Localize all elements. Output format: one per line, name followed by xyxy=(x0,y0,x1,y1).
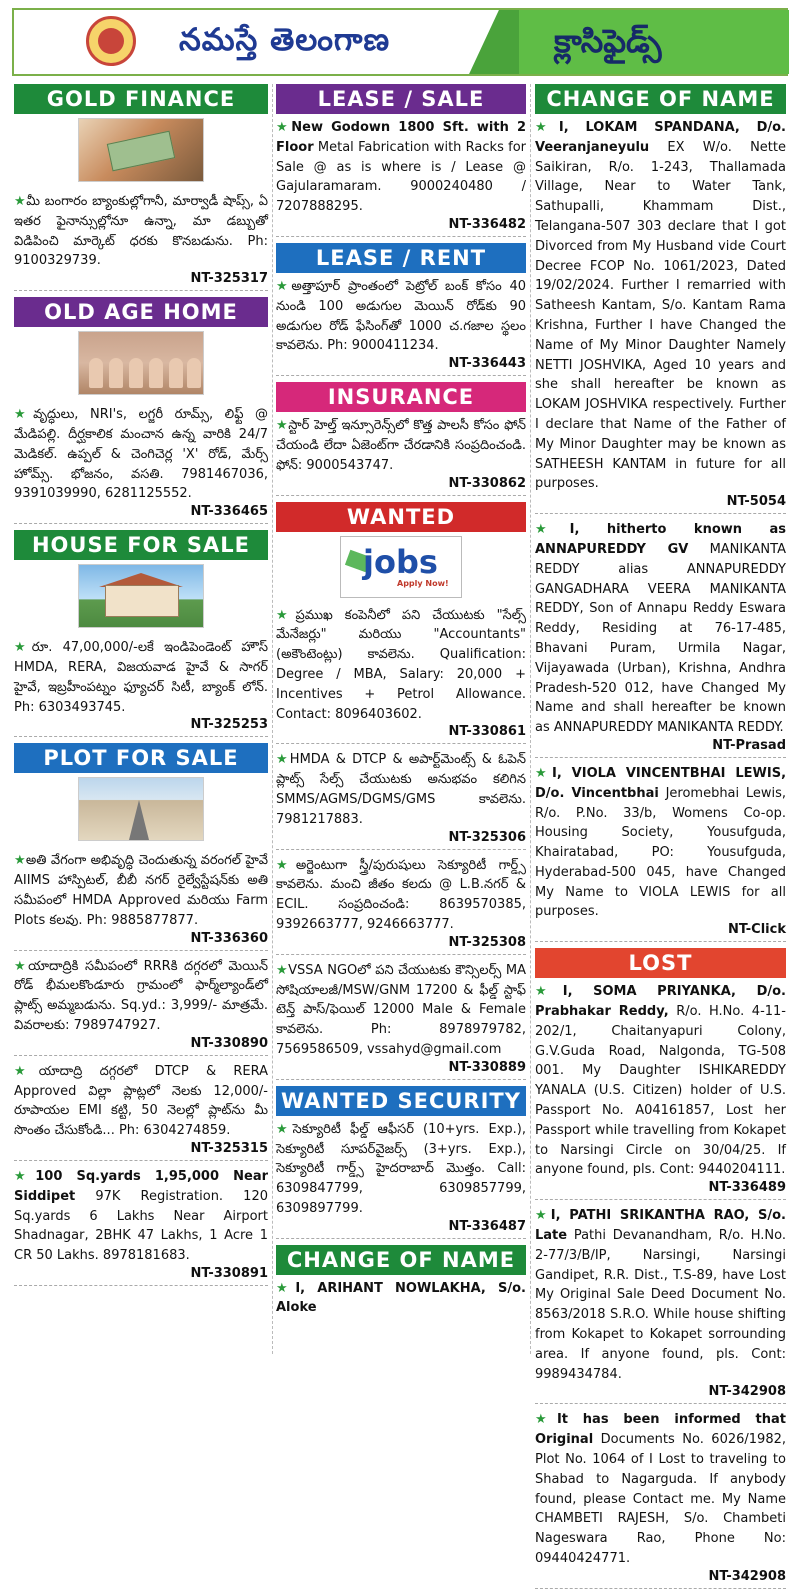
ad-separator xyxy=(14,1285,268,1286)
ad-separator xyxy=(276,495,526,496)
classified-ad xyxy=(535,764,786,922)
house-photo xyxy=(78,564,204,628)
ad-reference-code: NT-Prasad xyxy=(712,737,786,753)
ad-body-text: MANIKANTA REDDY alias ANNAPUREDDY GANGADHARA VEERA MANIKANTA REDDY, Son of Annapu Reddy Eswara Reddy, Residing at 76-17-485, Bhavani Puram, Urmila Nagar, Vijayawada (Urban), Krishna, Andhra Pradesh-520 012, have Changed My Name and shall hereafter be known as ANNAPUREDDY MANIKANTA REDDY. xyxy=(535,541,786,736)
ad-lead-text: I, PATHI SRIKANTHA RAO, S/o. Late xyxy=(535,1208,786,1244)
bullet-star-icon: ★ xyxy=(276,120,292,135)
ad-separator xyxy=(14,736,268,737)
ad-reference-code: NT-325317 xyxy=(190,271,268,287)
ad-lead-text: I, VIOLA VINCENTBHAI LEWIS, D/o. Vincentbhai xyxy=(535,765,787,801)
classified-ad xyxy=(276,277,526,356)
classified-ad xyxy=(276,961,526,1060)
section-heading-insurance: INSURANCE xyxy=(276,382,526,412)
ad-lead-text: I, hitherto known as ANNAPUREDDY GV xyxy=(535,522,787,557)
column-2 xyxy=(276,84,526,1354)
classified-ad xyxy=(276,1120,526,1219)
classified-ad xyxy=(276,1279,526,1319)
ad-separator xyxy=(276,236,526,237)
bullet-star-icon: ★ xyxy=(14,640,32,656)
ad-lead-text: I, LOKAM SPANDANA, D/o. Veeranjaneyulu xyxy=(535,120,786,155)
classified-ad xyxy=(276,118,526,217)
ad-body-text: HMDA & DTCP & అపార్ట్‌మెంట్స్ & ఓపెన్ ప్లాట్స్ సేల్స్ చేయుటకు అనుభవం కలిగిన SMMS/AGMS/DGMS/GMS కావలెను. 7981217883. xyxy=(276,752,527,827)
ad-separator xyxy=(14,523,268,524)
bullet-star-icon: ★ xyxy=(14,1063,39,1079)
ad-lead-text: I, ARIHANT NOWLAKHA, S/o. Aloke xyxy=(276,1280,526,1316)
ad-body-text: అత్తాపూర్ ప్రాంతంలో పెట్రోల్ బంక్ కోసం 40 నుండి 100 అడుగుల మెయిన్ రోడ్‌కు 90 అడుగుల రోడ్ ఫేసింగ్‌తో 1000 చ.గజాల స్థలం కావలెను. Ph: 9000411234. xyxy=(276,278,527,354)
bullet-star-icon: ★ xyxy=(535,120,559,135)
section-heading-wanted-security: WANTED SECURITY xyxy=(276,1086,526,1116)
classified-ad xyxy=(14,1167,268,1266)
classified-ad xyxy=(14,638,268,717)
classified-ad xyxy=(535,118,786,494)
ad-reference-code: NT-330889 xyxy=(448,1059,526,1075)
ad-separator xyxy=(535,757,786,758)
ad-reference-code: NT-325253 xyxy=(190,717,268,733)
bullet-star-icon: ★ xyxy=(535,1208,551,1224)
ad-lead-text: It has been informed that Original xyxy=(535,1412,786,1448)
ad-reference-code: NT-5054 xyxy=(726,494,786,510)
bullet-star-icon: ★ xyxy=(276,418,289,434)
ad-body-text: ప్రముఖ కంపెనీలో పని చేయుటకు "సేల్స్ మేనేజర్లు" మరియు "Accountants" (అకౌంటెంట్లు) కావలెను. Qualification: Degree / MBA, Salary: 20,000 + Incentives + Petrol Allowance. Contact: 8096403602. xyxy=(276,607,527,722)
bullet-star-icon: ★ xyxy=(276,962,289,978)
bullet-star-icon: ★ xyxy=(14,853,26,869)
ad-separator xyxy=(535,1199,786,1200)
ad-reference-code: NT-330890 xyxy=(190,1035,268,1051)
classified-ad xyxy=(14,192,268,271)
ad-body-text: VSSA NGOలో పని చేయుటకు కౌన్సిలర్స్ MA సోషియాలజీ/MSW/GNM 17200 & ఫీల్డ్ స్టాఫ్ టెన్త్ పాస్/ఫెయిల్ 12000 Male & Female కావలెను. Ph: 8978979782, 7569586509, vssahyd@gmail.com xyxy=(276,962,526,1057)
ad-separator xyxy=(14,290,268,291)
elderly-group-photo xyxy=(78,331,204,395)
ad-separator xyxy=(535,1403,786,1404)
bullet-star-icon: ★ xyxy=(535,765,553,781)
bullet-star-icon: ★ xyxy=(535,984,563,1000)
classified-ad xyxy=(276,750,526,829)
ad-body-text: Metal Fabrication with Racks for Sale @ as is where is / Lease @ Gajularamaram. 9000240480 / 7207888295. xyxy=(276,139,526,215)
ad-reference-code: NT-325306 xyxy=(448,829,526,845)
bullet-star-icon: ★ xyxy=(14,958,29,974)
ad-body-text: స్టార్ హెల్త్ ఇన్సూరెన్స్‌లో కొత్త పాలసీ కోసం ఫోన్ చేయండి లేదా ఏజెంట్‌గా చేరడానికి సంప్రదించండి. ఫోన్: 9000543747. xyxy=(276,418,526,473)
classified-ad xyxy=(14,957,268,1036)
ad-separator xyxy=(14,1160,268,1161)
ad-separator xyxy=(276,1079,526,1080)
ad-separator xyxy=(276,375,526,376)
classified-ad xyxy=(535,1206,786,1384)
classified-ad xyxy=(14,405,268,504)
ad-reference-code: NT-342908 xyxy=(708,1384,786,1400)
plot-layout-photo xyxy=(78,777,204,841)
section-name: క్లాసిఫైడ్స్ xyxy=(554,22,662,60)
ad-reference-code: NT-336482 xyxy=(448,216,526,232)
bullet-star-icon: ★ xyxy=(535,1412,557,1428)
ad-body-text: 97K Registration. 120 Sq.yards 6 Lakhs Near Airport Shadnagar, 2BHK 47 Lakhs, 1 Acre 1 CR 50 Lakhs. 8978181683. xyxy=(14,1188,268,1264)
column-divider xyxy=(272,84,273,1354)
bullet-star-icon: ★ xyxy=(276,1121,293,1137)
classified-ad xyxy=(276,856,526,935)
ad-body-text: అతి వేగంగా అభివృద్ధి చెందుతున్న వరంగల్ హైవే AIIMS హాస్పిటల్, బీబీ నగర్ రైల్వేస్టేషన్‌కు అతి సమీపంలో HMDA Approved మరియు Farm Plots కలవు. Ph: 9885877877. xyxy=(14,853,268,928)
ad-body-text: యాదాద్రి దగ్గరలో DTCP & RERA Approved విల్లా ప్లాట్లలో నెలకు 12,000/- రూపాయల EMI కట్టి, 50 నెలల్లో ప్లాట్‌ను మీ సొంతం చేసుకోండి... Ph: 6304274859. xyxy=(14,1063,269,1139)
ad-reference-code: NT-325308 xyxy=(448,934,526,950)
brand-name: నమస్తే తెలంగాణ xyxy=(179,22,391,58)
ad-reference-code: NT-336489 xyxy=(708,1180,786,1196)
classified-ad xyxy=(276,416,526,475)
ad-lead-text: 100 Sq.yards 1,95,000 Near Siddipet xyxy=(14,1168,268,1204)
classified-ad xyxy=(276,606,526,725)
ad-separator xyxy=(276,954,526,955)
ad-body-text: Pathi Devanandham, R/o. H.No. 2-77/3/B/IP, Narsingi, Narsingi Gandipet, R.R. Dist., T.S-89, have Lost My Original Sale Deed Document No. 8563/2018 S.R.O. While house shifting from Kokapet to Kokapet sorrounding area. If anyone found, pls. Cont: 9989434784. xyxy=(535,1228,786,1382)
section-heading-old-age-home: OLD AGE HOME xyxy=(14,297,268,327)
bullet-star-icon: ★ xyxy=(535,522,570,538)
ad-separator xyxy=(276,1238,526,1239)
ad-body-text: వృద్ధులు, NRI's, లగ్జరీ రూమ్స్, లిఫ్ట్ @ మేడిపల్లి. దీర్ఘకాలిక మంచాన ఉన్న వారికి 24/7 మెడికల్. ఉప్పల్ & చెంగిచెర్ల 'X' రోడ్, మేర్స్ హోమ్స్. భోజనం, వసతి. 7981467036, 9391039990, 6281125552. xyxy=(14,407,268,502)
ad-body-text: మీ బంగారం బ్యాంకుల్లోగానీ, మార్వాడీ షాప్స్, ఏ ఇతర ఫైనాన్సుల్లోనూ ఉన్నా, మా డబ్బుతో విడిపించి మార్కెట్ ధరకు కొనబడును. Ph: 9100329739. xyxy=(14,194,268,269)
section-heading-change-of-name: CHANGE OF NAME xyxy=(276,1245,526,1275)
bullet-star-icon: ★ xyxy=(276,278,292,294)
bullet-star-icon: ★ xyxy=(14,1168,36,1184)
ad-body-text: R/o. H.No. 4-11-202/1, Chaitanyapuri Colony, G.V.Guda Road, Nalgonda, TG-508 001. My Daughter ISHIKAREDDY YANALA (U.S. Citizen) holder of U.S. Passport No. A04161857, Lost her Passport while travelling from Kokapet to Narsingi Circle on 30/04/25. If anyone found, pls. Cont: 9440204111. xyxy=(535,1004,786,1178)
section-heading-change-of-name: CHANGE OF NAME xyxy=(535,84,786,114)
ad-separator xyxy=(535,941,786,942)
classified-ad xyxy=(14,1062,268,1141)
bullet-star-icon: ★ xyxy=(14,407,34,423)
masthead xyxy=(12,8,788,76)
bullet-star-icon: ★ xyxy=(276,857,296,873)
column-3 xyxy=(535,84,787,1584)
ad-reference-code: NT-336487 xyxy=(448,1218,526,1234)
ad-lead-text: I, SOMA PRIYANKA, D/o. Prabhakar Reddy, xyxy=(535,984,786,1020)
section-heading-plot-for-sale: PLOT FOR SALE xyxy=(14,743,268,773)
ad-separator xyxy=(535,513,786,514)
ad-separator xyxy=(276,743,526,744)
ad-body-text: రూ. 47,00,000/-లకే ఇండిపెండెంట్ హౌస్ HMDA, RERA, విజయవాడ హైవే & సాగర్ హైవే, ఇబ్రహీంపట్నం ఫ్యూచర్ సిటీ, బ్యాంక్ లోన్. Ph: 6303493745. xyxy=(14,640,269,715)
ad-reference-code: NT-336465 xyxy=(190,504,268,520)
ad-reference-code: NT-325315 xyxy=(190,1140,268,1156)
ad-separator xyxy=(14,1055,268,1056)
jobs-apply-now-logo: jobs Apply Now! xyxy=(340,536,462,598)
ad-reference-code: NT-336443 xyxy=(448,356,526,372)
ad-body-text: Jeromebhai Lewis, R/o. P.No. 33/b, Womens Co-op. Housing Society, Yousufguda, Khairatabad, PO: Yousufguda, Hyderabad-500 045, have Changed My Name to VIOLA LEWIS for all purposes. xyxy=(535,785,787,920)
bullet-star-icon: ★ xyxy=(14,194,27,209)
ad-separator xyxy=(276,849,526,850)
bullet-star-icon: ★ xyxy=(276,607,296,623)
ad-reference-code: NT-330861 xyxy=(448,724,526,740)
ad-body-text: EX W/o. Nette Saikiran, R/o. 1-243, Thallamada Village, Near to Water Tank, Sathupalli, Khammam Dist., Telangana-507 303 declare that I got Divorced from My Husband vide Court Decree FCOP No. 1061/2023, Dated 19/02/2024. Further I remarried with Satheesh Kantam, S/o. Kantam Rama Krishna, Further I have Changed the Name of My Minor Daughter Namely NETTI JOSHVIKA, Aged 10 years and she shall hereafter be known as LOKAM JOSHVIKA respectively. Further I declare that Name of the Father of My Minor Daughter may be known as SATHEESH KANTAM in future for all purposes. xyxy=(535,139,786,492)
ad-reference-code: NT-336360 xyxy=(190,930,268,946)
section-heading-house-for-sale: HOUSE FOR SALE xyxy=(14,530,268,560)
ad-body-text: Documents No. 6026/1982, Plot No. 1064 of I Lost to traveling to Shabad to Nagarguda. If anybody found, please Contact me. My Name CHAMBETI RAJESH, S/o. Chambeti Nageswara Rao, Phone No: 09440424771. xyxy=(535,1432,786,1566)
column-divider xyxy=(530,84,531,1354)
ad-reference-code: NT-Click xyxy=(727,922,786,938)
ad-reference-code: NT-330862 xyxy=(448,475,526,491)
ad-body-text: యాదాద్రికి సమీపంలో RRRకి దగ్గరలో మెయిన్ రోడ్ భీమలకొండూరు గ్రామంలో ఫార్మ్‌ల్యాండ్‌లో ప్లాట్స్ అమ్మబడును. Sq.yd.: 3,999/- మాత్రమే. వివరాలకు: 7989747927. xyxy=(14,958,268,1033)
ad-separator xyxy=(14,950,268,951)
ad-body-text: అర్జెంటుగా స్త్రీ/పురుషులు సెక్యూరిటీ గార్డ్స్ కావలెను. మంచి జీతం కలదు @ L.B.నగర్ & ECIL. సంప్రదించండి: 8639570385, 9392663777, 9246663777. xyxy=(276,857,526,932)
section-heading-lost: LOST xyxy=(535,948,786,978)
cash-handover-photo xyxy=(78,118,204,182)
ad-reference-code: NT-342908 xyxy=(708,1568,786,1584)
newspaper-logo-seal xyxy=(86,16,136,66)
bullet-star-icon: ★ xyxy=(276,752,290,768)
section-heading-lease-sale: LEASE / SALE xyxy=(276,84,526,114)
section-heading-wanted: WANTED xyxy=(276,502,526,532)
ad-reference-code: NT-330891 xyxy=(190,1265,268,1281)
classified-ad xyxy=(535,1410,786,1568)
section-heading-gold-finance: GOLD FINANCE xyxy=(14,84,268,114)
bullet-star-icon: ★ xyxy=(276,1280,296,1296)
section-heading-lease-rent: LEASE / RENT xyxy=(276,243,526,273)
classified-ad xyxy=(535,520,786,738)
classified-ad xyxy=(535,982,786,1180)
ad-lead-text: New Godown 1800 Sft. with 2 Floor xyxy=(276,120,526,155)
column-1 xyxy=(14,84,268,1354)
ad-body-text: సెక్యూరిటీ ఫీల్డ్ ఆఫీసర్ (10+yrs. Exp.), సెక్యూరిటీ సూపర్‌వైజర్స్ (3+yrs. Exp.), సెక్యూరిటీ గార్డ్స్ హైదరాబాద్ మొత్తం. Call: 6309847799, 6309857799, 6309897799. xyxy=(276,1121,527,1216)
classified-ad xyxy=(14,851,268,930)
